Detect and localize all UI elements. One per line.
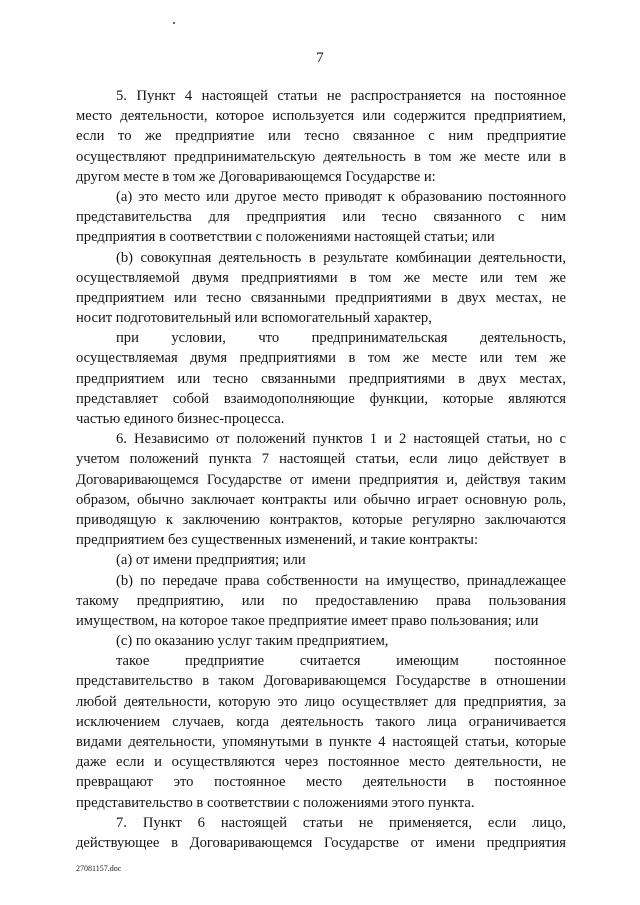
text-line: Договаривающемся Государстве от имени предприятия и, действуя таким bbox=[76, 471, 566, 488]
text-line: представительство в соответствии с положениями этого пункта. bbox=[76, 794, 475, 811]
text-line: превращают это постоянное место деятельности в постоянное bbox=[76, 774, 566, 791]
text-line: такому предприятию, или по предоставлению права пользования bbox=[76, 592, 566, 609]
text-line: приводящую к заключению контрактов, которые регулярно заключаются bbox=[76, 511, 566, 528]
document-body bbox=[76, 86, 566, 853]
scan-mark bbox=[173, 22, 175, 24]
text-line: при условии, что предпринимательская деятельность, bbox=[116, 330, 566, 347]
text-line: осуществляемой двумя предприятиями в том же месте или тем же bbox=[76, 269, 566, 286]
text-line: предприятием или тесно связанными предприятиями в двух местах, bbox=[76, 370, 566, 387]
text-line: имуществом, на которое такое предприятие имеет право пользования; или bbox=[76, 612, 539, 629]
text-line: образом, обычно заключает контракты или обычно играет основную роль, bbox=[76, 491, 566, 508]
text-line: 7. Пункт 6 настоящей статьи не применяется, если лицо, bbox=[116, 814, 566, 831]
text-line: осуществляемая двумя предприятиями в том же месте или тем же bbox=[76, 350, 566, 367]
text-line: 6. Независимо от положений пунктов 1 и 2 настоящей статьи, но с bbox=[116, 431, 566, 448]
text-line: (a) от имени предприятия; или bbox=[116, 552, 306, 569]
text-line: такое предприятие считается имеющим постоянное bbox=[116, 653, 566, 670]
text-line: частью единого бизнес-процесса. bbox=[76, 411, 285, 427]
text-line: предприятия в соответствии с положениями настоящей статьи; или bbox=[76, 229, 495, 246]
text-line: если то же предприятие или тесно связанное с ним предприятие bbox=[76, 128, 566, 145]
text-line: исключением случаев, когда деятельность такого лица ограничивается bbox=[76, 713, 566, 730]
text-line: предприятием без существенных изменений, и такие контракты: bbox=[76, 532, 478, 549]
text-line: учетом положений пункта 7 настоящей статьи, если лицо действует в bbox=[76, 451, 566, 468]
text-line: (b) совокупная деятельность в результате комбинации деятельности, bbox=[116, 249, 566, 266]
text-line: видами деятельности, упомянутыми в пункте 4 настоящей статьи, которые bbox=[76, 734, 566, 750]
page-number: 7 bbox=[316, 50, 324, 66]
text-line: даже если и осуществляются через постоянное место деятельности, не bbox=[76, 754, 566, 771]
text-line: (c) по оказанию услуг таким предприятием, bbox=[116, 633, 389, 650]
text-line: предприятием или тесно связанными предприятиями в двух местах, не bbox=[76, 289, 566, 306]
text-line: осуществляют предпринимательскую деятельность в том же месте или в bbox=[76, 148, 566, 165]
text-line: (a) это место или другое место приводят к образованию постоянного bbox=[116, 188, 566, 205]
text-line: 5. Пункт 4 настоящей статьи не распространяется на постоянное bbox=[116, 88, 566, 104]
text-line: действующее в Договаривающемся Государстве от имени предприятия bbox=[76, 834, 566, 851]
text-line: представительства для предприятия или тесно связанного с ним bbox=[76, 209, 566, 226]
footer-file-code: 27081157.doc bbox=[76, 864, 122, 873]
text-line: (b) по передаче права собственности на имущество, принадлежащее bbox=[116, 572, 566, 589]
text-line: носит подготовительный или вспомогательный характер, bbox=[76, 310, 432, 327]
text-line: другом месте в том же Договаривающемся Государстве и: bbox=[76, 168, 436, 185]
text-line: представительство в таком Договаривающемся Государстве в отношении bbox=[76, 673, 566, 690]
text-line: представляет собой взаимодополняющие функции, которые являются bbox=[76, 390, 566, 407]
text-line: место деятельности, которое используется или содержится предприятием, bbox=[76, 108, 566, 125]
text-line: любой деятельности, которую это лицо осуществляет для предприятия, за bbox=[76, 693, 566, 710]
